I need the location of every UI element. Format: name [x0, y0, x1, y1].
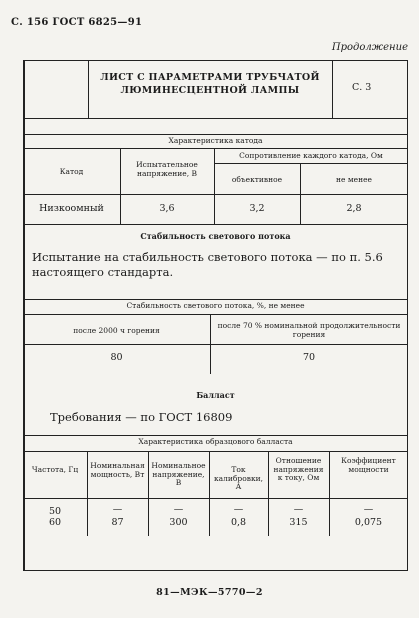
- ballast-table-top: [23, 435, 408, 436]
- cathode-type-cell: Низкоомный: [39, 203, 104, 214]
- page-footer: 81—МЭК—5770—2: [156, 587, 263, 598]
- flux-col-70pct: после 70 % номинальной продолжительности горения: [217, 321, 401, 339]
- ballast-caption-line: [23, 451, 408, 452]
- flux-caption-line: [23, 314, 408, 315]
- cathode-table-caption: Характеристика катода: [168, 136, 263, 145]
- value-power-factor: 0,075: [354, 517, 383, 528]
- flux-col-2000h: после 2000 ч горения: [73, 326, 160, 335]
- col-rated-voltage: Номинальное напряжение, В: [151, 461, 206, 488]
- sheet-title: ЛИСТ С ПАРАМЕТРАМИ ТРУБЧАТОЙ ЛЮМИНЕСЦЕНТНОЙ ЛАМПЫ: [100, 72, 320, 96]
- col-voltage-current-ratio: Отношение напряжения к току, Ом: [273, 456, 324, 483]
- col-calibration-current: Ток калибровки, А: [213, 465, 264, 492]
- dash-voltage: —: [173, 504, 184, 515]
- col-frequency: Частота, Гц: [31, 465, 79, 474]
- continued-label: Продолжение: [331, 42, 408, 53]
- col-test-voltage: Испытательное напряжение, В: [136, 160, 198, 178]
- flux-value-2: 70: [302, 352, 316, 363]
- dash-power: —: [112, 504, 123, 515]
- title-left-divider: [88, 60, 89, 118]
- freq-60: 60: [48, 517, 62, 528]
- frame-top-line: [23, 60, 408, 61]
- value-power: 87: [111, 517, 124, 528]
- ballast-header-bottom: [23, 498, 408, 499]
- page-header: С. 156 ГОСТ 6825—91: [11, 17, 143, 28]
- flux-header-bottom: [23, 344, 408, 345]
- frame-bottom-line: [23, 570, 408, 571]
- col-rated-power: Номинальная мощность, Вт: [90, 461, 145, 479]
- value-current: 0,8: [230, 517, 247, 528]
- dash-ratio: —: [293, 504, 304, 515]
- cathode-table-bottom: [23, 224, 408, 225]
- dash-current: —: [233, 504, 244, 515]
- cathode-caption-line: [23, 148, 408, 149]
- ballast-text: Требования — по ГОСТ 16809: [50, 410, 233, 424]
- flux-table-top: [23, 299, 408, 300]
- min-cell: 2,8: [346, 203, 362, 214]
- title-bottom-line: [23, 118, 408, 119]
- title-right-divider: [332, 60, 333, 118]
- objective-cell: 3,2: [249, 203, 265, 214]
- col-objective: объективное: [231, 175, 283, 184]
- col-resistance: Сопротивление каждого катода, Ом: [239, 151, 383, 160]
- voltage-cell: 3,6: [159, 203, 175, 214]
- col-min: не менее: [336, 175, 372, 184]
- value-ratio: 315: [289, 517, 308, 528]
- resistance-subline: [214, 163, 408, 164]
- cathode-header-bottom: [23, 194, 408, 195]
- col-power-factor: Коэффициент мощности: [341, 456, 396, 474]
- freq-50: 50: [48, 506, 62, 517]
- sheet-page-code: С. 3: [352, 82, 372, 93]
- value-voltage: 300: [169, 517, 188, 528]
- flux-text: Испытание на стабильность светового потока — по п. 5.6 настоящего стандарта.: [32, 250, 383, 279]
- flux-value-1: 80: [110, 352, 123, 363]
- ballast-heading: Балласт: [196, 390, 235, 400]
- cathode-table-top: [23, 134, 408, 135]
- flux-heading: Стабильность светового потока: [140, 231, 291, 241]
- flux-table-caption: Стабильность светового потока, %, не менее: [126, 301, 305, 310]
- ballast-table-caption: Характеристика образцового балласта: [138, 437, 293, 446]
- col-cathode: Катод: [59, 167, 84, 176]
- dash-pf: —: [363, 504, 374, 515]
